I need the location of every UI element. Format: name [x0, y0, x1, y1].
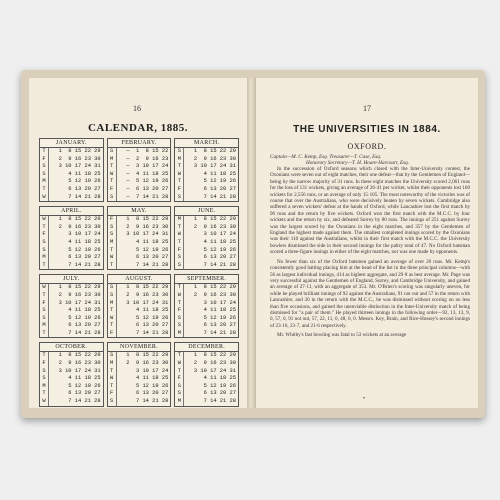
- date-numbers: 3 10 17 24: [61, 231, 101, 238]
- week-row: [175, 186, 238, 194]
- weekday-letter: M: [108, 156, 117, 164]
- week-row: [175, 383, 238, 391]
- month-name: JUNE.: [175, 207, 238, 216]
- week-row: [40, 330, 103, 338]
- month-name: MAY.: [108, 207, 171, 216]
- month-block: [107, 342, 172, 406]
- week-row: [175, 254, 238, 262]
- subheading-oxford: OXFORD.: [347, 142, 387, 151]
- date-numbers: 5 12 19 26: [68, 382, 101, 389]
- date-numbers: 1 8 15 22 29: [193, 216, 236, 223]
- date-numbers: 5 12 19 26: [61, 246, 101, 253]
- week-row: [40, 254, 103, 262]
- weekday-letter: F: [108, 186, 117, 194]
- calendar-title: CALENDAR, 1885.: [87, 122, 189, 134]
- date-numbers: 4 11 18 25: [203, 307, 236, 314]
- week-row: [175, 247, 238, 255]
- week-row: [108, 194, 171, 202]
- date-numbers: 2 9 16 23 30: [52, 291, 101, 298]
- month-block: [39, 138, 104, 202]
- date-numbers: 1 8 15 22 29: [52, 148, 101, 154]
- weekday-letter: T: [108, 383, 117, 391]
- week-row: [108, 254, 171, 262]
- weekday-letter: S: [175, 390, 184, 398]
- weekday-letter: W: [175, 292, 184, 300]
- week-row: [40, 383, 103, 391]
- week-row: [175, 390, 238, 398]
- week-row: [175, 307, 238, 315]
- weekday-letter: S: [108, 148, 117, 156]
- date-numbers: 3 10 17 24 31: [126, 231, 169, 238]
- weekday-letter: W: [108, 375, 117, 383]
- weekday-letter: W: [175, 360, 184, 368]
- weekday-letter: W: [108, 171, 117, 179]
- week-row: [108, 315, 171, 323]
- date-numbers: 2 9 16 23 30: [58, 360, 101, 367]
- date-numbers: 2 9 16 23 30: [52, 223, 101, 230]
- date-numbers: 4 11 18 25: [61, 307, 101, 314]
- week-row: [40, 239, 103, 247]
- week-row: [40, 284, 103, 292]
- date-numbers: 7 14 21 28: [61, 329, 101, 336]
- date-numbers: 4 11 18 25: [61, 238, 101, 245]
- date-numbers: — 1 8 15 22: [126, 148, 169, 154]
- weekday-letter: T: [40, 186, 49, 194]
- page-number: 17: [363, 104, 371, 113]
- date-numbers: 5 12 19 26: [203, 314, 236, 321]
- weekday-letter: M: [40, 254, 49, 262]
- month-name: JANUARY.: [40, 139, 103, 148]
- weekday-letter: F: [108, 330, 117, 338]
- date-numbers: 2 9 16 23 30: [52, 155, 101, 162]
- month-name: NOVEMBER.: [108, 343, 171, 352]
- date-numbers: 4 11 18 25: [135, 375, 169, 382]
- week-row: [40, 375, 103, 383]
- weekday-letter: T: [175, 178, 184, 186]
- month-block: [174, 274, 239, 338]
- week-row: [40, 148, 103, 156]
- date-numbers: 4 11 18 25: [68, 375, 101, 382]
- date-numbers: 5 12 19 26: [61, 178, 101, 185]
- date-numbers: 6 13 20 27: [68, 390, 101, 397]
- date-numbers: 7 14 21 28: [135, 398, 169, 405]
- weekday-letter: T: [40, 262, 49, 270]
- week-row: [175, 398, 238, 406]
- weekday-letter: S: [175, 254, 184, 262]
- date-numbers: 7 14 21 28: [203, 261, 236, 268]
- week-row: [40, 292, 103, 300]
- week-row: [40, 216, 103, 224]
- date-numbers: 5 12 19 26: [203, 382, 236, 389]
- weekday-letter: W: [175, 231, 184, 239]
- week-row: [175, 300, 238, 308]
- week-row: [108, 322, 171, 330]
- week-row: [108, 307, 171, 315]
- month-block: [174, 138, 239, 202]
- week-row: [175, 292, 238, 300]
- weekday-letter: M: [175, 216, 184, 224]
- weekday-letter: S: [108, 398, 117, 406]
- week-row: [108, 231, 171, 239]
- page-bullet: •: [363, 396, 366, 402]
- week-row: [40, 360, 103, 368]
- section-title: THE UNIVERSITIES IN 1884.: [293, 124, 441, 135]
- month-block: [39, 274, 104, 338]
- week-row: [40, 231, 103, 239]
- week-row: [40, 186, 103, 194]
- week-row: [175, 315, 238, 323]
- week-row: [40, 163, 103, 171]
- weekday-letter: F: [40, 360, 49, 368]
- week-row: [40, 390, 103, 398]
- weekday-letter: S: [40, 247, 49, 255]
- weekday-letter: M: [175, 156, 184, 164]
- weekday-letter: T: [175, 352, 184, 360]
- weekday-letter: S: [108, 352, 117, 360]
- date-numbers: 7 14 21 28: [61, 261, 101, 268]
- weekday-letter: M: [40, 322, 49, 330]
- date-numbers: 5 12 19 26: [203, 178, 236, 185]
- month-block: [107, 206, 172, 270]
- weekday-letter: T: [108, 178, 117, 186]
- date-numbers: 1 8 15 22 29: [193, 352, 236, 359]
- date-numbers: 5 12 19 26: [135, 314, 169, 321]
- paragraph: In the succession of Oxford seasons which closed with the Inter-University contest, the Oxonians were seven out of eight matches, their one defeat—that by the Gentlemen of England—being by the narrow majority of 31 runs. In these eight matches the University scored 2,061 runs for the loss of 131 wickets, giving an average of 26·41 per wicket, whilst their opponents lost 160 wickets for 2,556 runs, or an average of only 15·105. The most noteworthy of the victories was of course that over the Australians, who were decisively beaten by seven wickets. Cambridge also suffered a seven wickets' defeat at the hands of Oxford, while Lancashire lost the first match by 96 runs and the return by five wickets. Oxford won the first match with the M.C.C. by four wickets and the return by six, and defeated Surrey by 80 runs. The innings of 251 against Surrey was the largest scored by the Oxonians in the eight matches, and 357 by the Gentlemen of England the highest made against them. The smallest completed innings scored by the Oxonians was their 110 against the Australians, whilst in their first match with the M.C.C. the University bowlers dismissed the side in their second innings for the paltry total of 47. No Oxford batsman scored a three-figure innings in either of the eight matches, nor was one made by opponents.: [270, 166, 470, 256]
- weekday-letter: W: [40, 398, 49, 406]
- week-row: [175, 284, 238, 292]
- date-numbers: — 3 10 17 24: [126, 163, 169, 170]
- month-block: [174, 342, 239, 406]
- weekday-letter: T: [175, 239, 184, 247]
- date-numbers: 7 14 21 28: [203, 329, 236, 336]
- date-numbers: 2 9 16 23 30: [126, 360, 169, 367]
- week-row: [108, 360, 171, 368]
- week-row: [108, 330, 171, 338]
- week-row: [40, 194, 103, 202]
- officers-line: Captain—M. C. Kemp, Esq. Treasurer—T. Case, Esq.: [270, 154, 382, 160]
- weekday-letter: T: [175, 163, 184, 171]
- date-numbers: 6 13 20 27: [61, 322, 101, 329]
- weekday-letter: S: [108, 284, 117, 292]
- week-row: [40, 315, 103, 323]
- week-row: [108, 352, 171, 360]
- weekday-letter: S: [175, 315, 184, 323]
- week-row: [175, 163, 238, 171]
- date-numbers: 7 14 21 28: [203, 398, 236, 405]
- date-numbers: 4 11 18 25: [61, 170, 101, 177]
- weekday-letter: W: [40, 284, 49, 292]
- article-body: [270, 166, 470, 342]
- weekday-letter: S: [175, 148, 184, 156]
- weekday-letter: M: [108, 300, 117, 308]
- month-name: OCTOBER.: [40, 343, 103, 352]
- weekday-letter: T: [108, 262, 117, 270]
- week-row: [175, 262, 238, 270]
- date-numbers: 6 13 20 27: [61, 254, 101, 261]
- week-row: [108, 148, 171, 156]
- month-name: AUGUST.: [108, 275, 171, 284]
- weekday-letter: T: [40, 224, 49, 232]
- weekday-letter: F: [175, 186, 184, 194]
- month-name: APRIL.: [40, 207, 103, 216]
- week-row: [175, 360, 238, 368]
- weekday-letter: S: [40, 307, 49, 315]
- weekday-letter: M: [40, 383, 49, 391]
- date-numbers: — 4 11 18 25: [126, 170, 169, 177]
- date-numbers: 1 8 15 22 29: [193, 148, 236, 154]
- date-numbers: 4 11 18 25: [135, 238, 169, 245]
- week-row: [40, 178, 103, 186]
- month-block: [39, 342, 104, 406]
- weekday-letter: M: [40, 178, 49, 186]
- date-numbers: 6 13 20 27: [203, 254, 236, 261]
- weekday-letter: S: [40, 375, 49, 383]
- date-numbers: 7 14 21 28: [203, 193, 236, 200]
- week-row: [108, 368, 171, 376]
- date-numbers: 7 14 21 28: [68, 398, 101, 405]
- date-numbers: 1 8 15 22 29: [193, 284, 236, 291]
- weekday-letter: T: [175, 284, 184, 292]
- weekday-letter: F: [40, 156, 49, 164]
- date-numbers: 4 11 18 25: [203, 170, 236, 177]
- month-block: [174, 206, 239, 270]
- weekday-letter: T: [40, 390, 49, 398]
- week-row: [40, 322, 103, 330]
- week-row: [108, 224, 171, 232]
- date-numbers: 6 13 20 27: [135, 390, 169, 397]
- date-numbers: 2 9 16 23 30: [193, 291, 236, 298]
- week-row: [175, 352, 238, 360]
- week-row: [40, 262, 103, 270]
- date-numbers: 6 13 20 27: [203, 185, 236, 192]
- weekday-letter: S: [108, 292, 117, 300]
- date-numbers: 3 10 17 24 31: [126, 299, 169, 306]
- right-page: [255, 78, 478, 408]
- week-row: [108, 284, 171, 292]
- week-row: [108, 247, 171, 255]
- date-numbers: 6 13 20 27: [61, 185, 101, 192]
- date-numbers: — 7 14 21 28: [126, 193, 169, 200]
- week-row: [108, 383, 171, 391]
- weekday-letter: T: [108, 322, 117, 330]
- weekday-letter: S: [40, 163, 49, 171]
- weekday-letter: W: [40, 194, 49, 202]
- week-row: [175, 368, 238, 376]
- weekday-letter: S: [108, 231, 117, 239]
- week-row: [175, 330, 238, 338]
- date-numbers: 3 10 17 24 31: [52, 299, 101, 306]
- week-row: [108, 292, 171, 300]
- date-numbers: 3 10 17 24: [203, 231, 236, 238]
- month-block: [107, 138, 172, 202]
- date-numbers: 2 9 16 23 30: [126, 291, 169, 298]
- open-book: [21, 70, 485, 418]
- week-row: [40, 300, 103, 308]
- month-name: FEBRUARY.: [108, 139, 171, 148]
- date-numbers: 1 8 15 22 29: [126, 284, 169, 291]
- week-row: [40, 398, 103, 406]
- date-numbers: 3 10 17 24 31: [193, 163, 236, 170]
- paragraph: Mr. Whitby's fast bowling was fatal to 53 wickets at an average: [277, 332, 407, 339]
- weekday-letter: S: [175, 322, 184, 330]
- week-row: [108, 239, 171, 247]
- month-name: MARCH.: [175, 139, 238, 148]
- weekday-letter: T: [108, 247, 117, 255]
- weekday-letter: F: [40, 300, 49, 308]
- date-numbers: 3 10 17 24 31: [52, 163, 101, 170]
- date-numbers: 2 9 16 23 30: [193, 155, 236, 162]
- week-row: [40, 368, 103, 376]
- weekday-letter: S: [108, 194, 117, 202]
- week-row: [175, 171, 238, 179]
- date-numbers: 3 10 17 24 31: [193, 367, 236, 374]
- date-numbers: 1 8 15 22 29: [126, 216, 169, 223]
- week-row: [108, 163, 171, 171]
- left-page: [29, 78, 248, 408]
- weekday-letter: W: [175, 171, 184, 179]
- date-numbers: — 2 9 16 23: [126, 155, 169, 162]
- month-name: SEPTEMBER.: [175, 275, 238, 284]
- weekday-letter: T: [108, 307, 117, 315]
- week-row: [108, 186, 171, 194]
- book-gutter: [247, 78, 255, 408]
- week-row: [40, 352, 103, 360]
- weekday-letter: T: [40, 330, 49, 338]
- weekday-letter: F: [175, 375, 184, 383]
- date-numbers: 7 14 21 28: [135, 261, 169, 268]
- week-row: [175, 375, 238, 383]
- week-row: [175, 322, 238, 330]
- weekday-letter: S: [40, 171, 49, 179]
- date-numbers: 2 9 16 23 30: [193, 360, 236, 367]
- week-row: [40, 224, 103, 232]
- weekday-letter: W: [108, 254, 117, 262]
- date-numbers: 6 13 20 27: [203, 390, 236, 397]
- week-row: [175, 156, 238, 164]
- month-name: DECEMBER.: [175, 343, 238, 352]
- date-numbers: 1 8 15 22 29: [52, 284, 101, 291]
- weekday-letter: M: [175, 330, 184, 338]
- date-numbers: 1 8 15 22 29: [52, 216, 101, 223]
- week-row: [175, 148, 238, 156]
- date-numbers: 3 10 17 24: [203, 299, 236, 306]
- week-row: [40, 307, 103, 315]
- weekday-letter: W: [40, 216, 49, 224]
- date-numbers: 7 14 21 28: [61, 193, 101, 200]
- date-numbers: 6 13 20 27: [135, 254, 169, 261]
- date-numbers: 5 12 19 26: [61, 314, 101, 321]
- weekday-letter: W: [108, 315, 117, 323]
- date-numbers: 3 10 17 24 31: [58, 367, 101, 374]
- weekday-letter: F: [108, 390, 117, 398]
- week-row: [108, 216, 171, 224]
- date-numbers: 5 12 19 26: [135, 246, 169, 253]
- date-numbers: 2 9 16 23 30: [126, 223, 169, 230]
- weekday-letter: T: [175, 368, 184, 376]
- week-row: [175, 178, 238, 186]
- date-numbers: 1 8 15 22 29: [126, 352, 169, 359]
- weekday-letter: T: [175, 224, 184, 232]
- weekday-letter: F: [108, 216, 117, 224]
- date-numbers: 6 13 20 27: [203, 322, 236, 329]
- week-row: [108, 398, 171, 406]
- date-numbers: 1 8 15 22 29: [58, 352, 101, 359]
- week-row: [40, 171, 103, 179]
- week-row: [108, 178, 171, 186]
- weekday-letter: T: [40, 148, 49, 156]
- weekday-letter: S: [40, 315, 49, 323]
- week-row: [108, 171, 171, 179]
- weekday-letter: M: [108, 239, 117, 247]
- weekday-letter: T: [40, 352, 49, 360]
- date-numbers: 6 13 20 27: [135, 322, 169, 329]
- week-row: [175, 231, 238, 239]
- month-block: [39, 206, 104, 270]
- date-numbers: 4 11 18 25: [135, 307, 169, 314]
- date-numbers: 4 11 18 25: [203, 375, 236, 382]
- date-numbers: 4 11 18 25: [203, 238, 236, 245]
- weekday-letter: T: [40, 292, 49, 300]
- weekday-letter: T: [108, 368, 117, 376]
- week-row: [40, 156, 103, 164]
- weekday-letter: S: [175, 262, 184, 270]
- month-block: [107, 274, 172, 338]
- weekday-letter: F: [175, 247, 184, 255]
- date-numbers: 5 12 19 26: [203, 246, 236, 253]
- secretary-line: Honorary Secretary—T. H. Hoare-Harcourt, Esq.: [306, 160, 410, 166]
- week-row: [108, 156, 171, 164]
- date-numbers: — 5 12 19 26: [126, 178, 169, 185]
- weekday-letter: F: [40, 231, 49, 239]
- week-row: [175, 216, 238, 224]
- page-number: 16: [133, 104, 141, 113]
- week-row: [175, 194, 238, 202]
- weekday-letter: S: [175, 383, 184, 391]
- weekday-letter: S: [175, 194, 184, 202]
- paragraph: No fewer than six of the Oxford batsmen gained an average of over 20 runs. Mr. Kemp's consistently good batting placing him at the head of the list in the three principal columns—with 56 as largest individual innings, 414 as highest aggregate, and 29·8 as best average. Mr. Page was very successful against the Gentlemen of England, Surrey, and Cambridge University, and gained an average of 27·11, with an aggregate of 353. Mr. O'Brien's scoring was singularly uneven, for while he played brilliant innings of 92 against the Australians, 91 not out and 57 in the return with Lancashire, and 30 in the return with the M.C.C., he was dismissed without scoring on no less than five occasions, and gained the unenviable distinction in the Inter-University match of being dismissed for "a pair of them." He played thirteen innings in the following order—92, 13, 13, 9, 0, 57, 0, 91 not out, 57, 22, 11, 0, 48, 0, 0. Messrs. Key, Brain, and Rice-Hussey's second innings of 23·16, 23·7, and 21·6 respectively.: [270, 258, 470, 329]
- date-numbers: — 6 13 20 27: [126, 185, 169, 192]
- weekday-letter: S: [108, 224, 117, 232]
- date-numbers: 3 10 17 24: [135, 367, 169, 374]
- week-row: [108, 300, 171, 308]
- week-row: [108, 262, 171, 270]
- weekday-letter: T: [175, 300, 184, 308]
- calendar-grid: [39, 138, 239, 407]
- weekday-letter: M: [108, 360, 117, 368]
- week-row: [108, 390, 171, 398]
- date-numbers: 7 14 21 28: [135, 329, 169, 336]
- week-row: [108, 375, 171, 383]
- week-row: [40, 247, 103, 255]
- month-name: JULY.: [40, 275, 103, 284]
- weekday-letter: F: [175, 307, 184, 315]
- date-numbers: 5 12 19 26: [135, 382, 169, 389]
- weekday-letter: T: [108, 163, 117, 171]
- weekday-letter: S: [40, 239, 49, 247]
- weekday-letter: M: [175, 398, 184, 406]
- date-numbers: 2 9 16 23 30: [193, 223, 236, 230]
- week-row: [175, 224, 238, 232]
- weekday-letter: S: [40, 368, 49, 376]
- week-row: [175, 239, 238, 247]
